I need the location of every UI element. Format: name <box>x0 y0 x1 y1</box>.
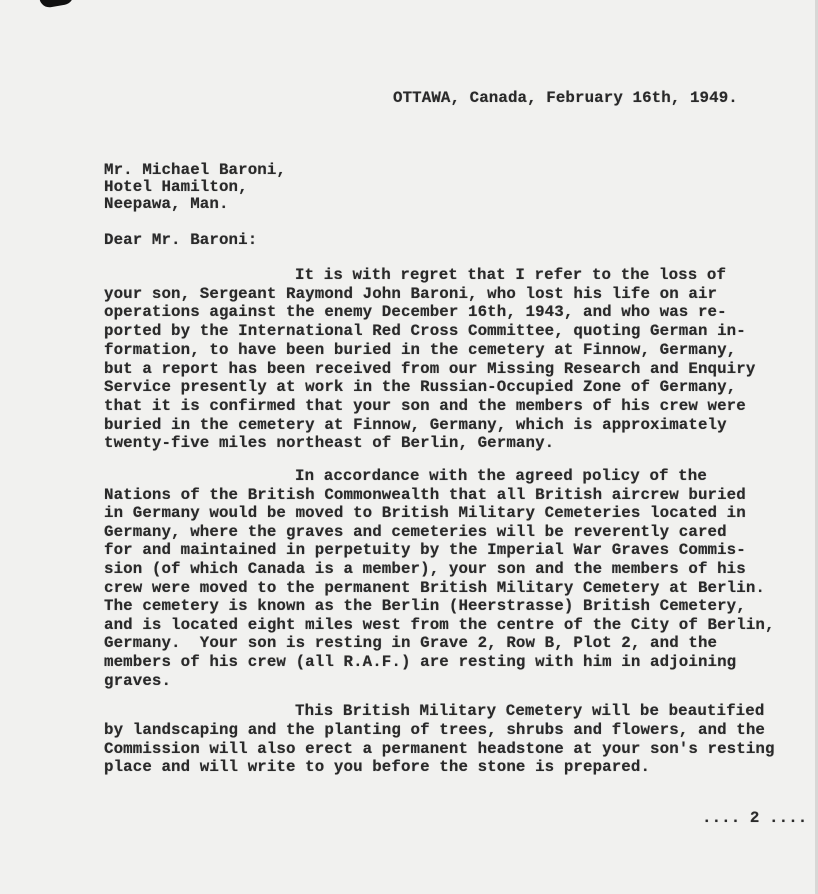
paragraph-line: In accordance with the agreed policy of the <box>295 467 707 485</box>
paragraph-line: ported by the International Red Cross Committee, quoting German in- <box>104 322 746 341</box>
address-line: Hotel Hamilton, <box>104 178 248 196</box>
paragraph-line: Service presently at work in the Russian-Occupied Zone of Germany, <box>104 378 737 397</box>
paragraph-line: twenty-five miles northeast of Berlin, Germany. <box>104 434 555 453</box>
paragraph-line: and is located eight miles west from the centre of the City of Berlin, <box>104 615 775 634</box>
paragraph-line: crew were moved to the permanent British Military Cemetery at Berlin. <box>104 578 765 597</box>
paragraph-line: but a report has been received from our Missing Research and Enquiry <box>104 359 756 378</box>
paragraph-line: place and will write to you before the stone is prepared. <box>104 758 651 777</box>
paragraph-line: Nations of the British Commonwealth that all British aircrew buried <box>104 485 746 504</box>
paragraph-line: formation, to have been buried in the cemetery at Finnow, Germany, <box>104 340 737 359</box>
address-line: Neepawa, Man. <box>104 195 229 213</box>
dateline: OTTAWA, Canada, February 16th, 1949. <box>393 89 738 107</box>
paragraph-line: sion (of which Canada is a member), your son and the members of his <box>104 560 746 578</box>
paragraph-line: Germany, where the graves and cemeteries will be reverently cared <box>104 522 727 541</box>
salutation: Dear Mr. Baroni: <box>104 231 258 249</box>
paragraph-line: This British Military Cemetery will be beautified <box>295 702 765 720</box>
paragraph-line: Germany. Your son is resting in Grave 2, Row B, Plot 2, and the <box>104 634 718 653</box>
paragraph-line: by landscaping and the planting of trees, shrubs and flowers, and the <box>104 720 765 739</box>
paragraph-line: members of his crew (all R.A.F.) are resting with him in adjoining <box>104 653 737 671</box>
paragraph-line: graves. <box>104 671 172 690</box>
address-line: Mr. Michael Baroni, <box>104 161 287 179</box>
paragraph-line: for and maintained in perpetuity by the Imperial War Graves Commis- <box>104 541 746 560</box>
paragraph-line: Commission will also erect a permanent headstone at your son's resting <box>104 739 775 758</box>
scan-corner-mark <box>39 0 75 9</box>
paragraph-line: in Germany would be moved to British Military Cemeteries located in <box>104 504 746 523</box>
paragraph-line: buried in the cemetery at Finnow, Germany, which is approximately <box>104 415 727 434</box>
paragraph-line: your son, Sergeant Raymond John Baroni, who lost his life on air <box>104 284 718 303</box>
page-marker: .... 2 .... <box>702 809 808 827</box>
paragraph-line: It is with regret that I refer to the loss of <box>295 266 727 284</box>
paragraph-line: operations against the enemy December 16th, 1943, and who was re- <box>104 303 727 322</box>
paragraph-line: that it is confirmed that your son and the members of his crew were <box>104 396 746 415</box>
paragraph-line: The cemetery is known as the Berlin (Heerstrasse) British Cemetery, <box>104 597 746 616</box>
